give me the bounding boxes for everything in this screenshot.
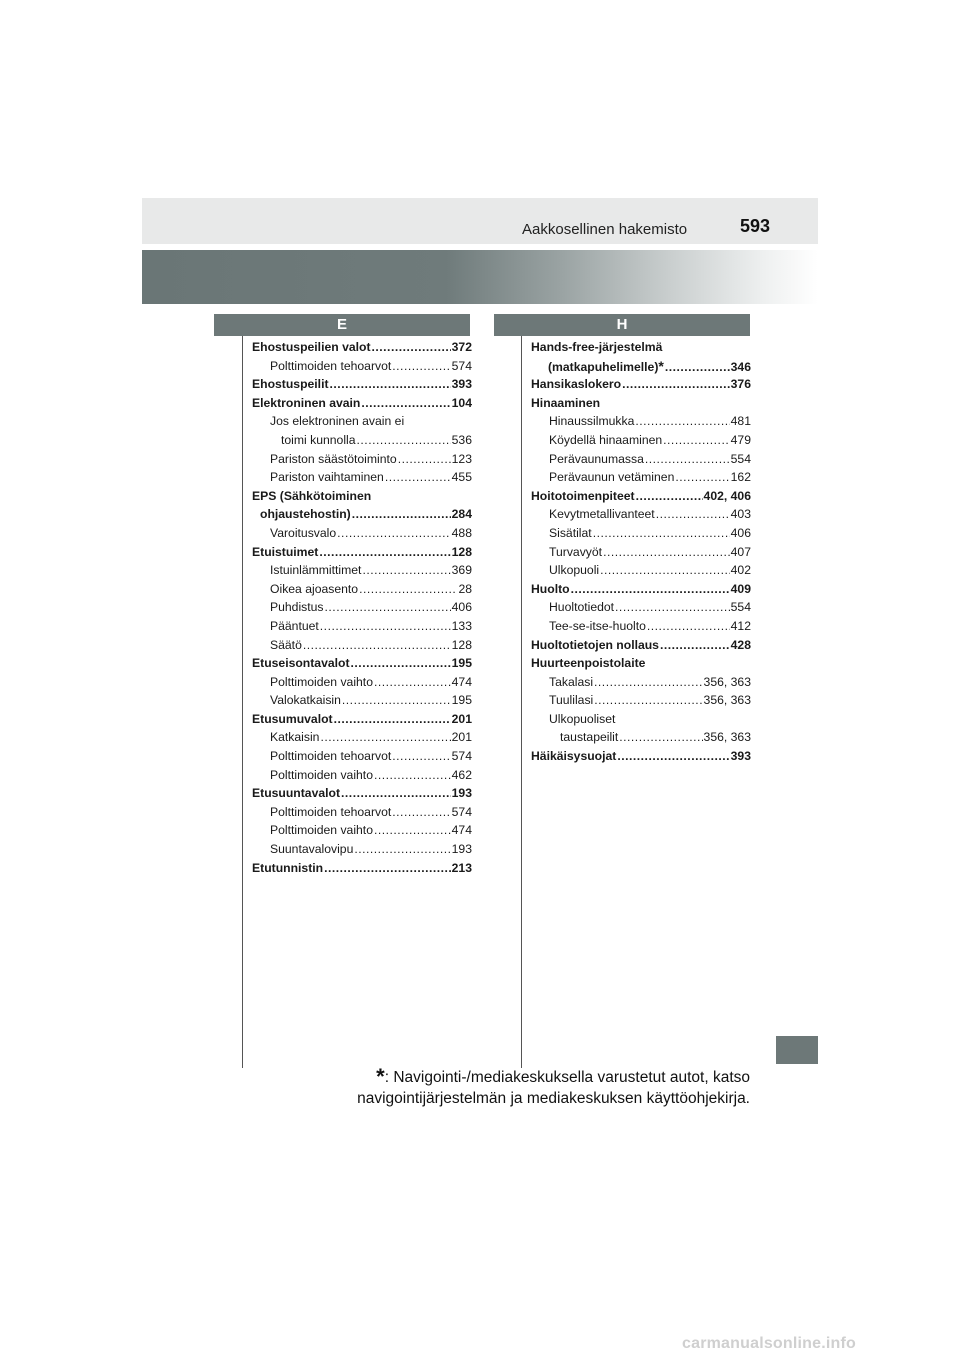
entry-page[interactable]: 481 [730, 414, 751, 429]
index-column-e [252, 338, 472, 877]
entry-text: Perävaunumassa [549, 451, 644, 466]
entry-page[interactable]: 402 [730, 563, 751, 578]
index-entry [252, 617, 472, 636]
entry-page[interactable]: 488 [451, 525, 472, 540]
entry-page[interactable]: 574 [451, 749, 472, 764]
entry-text: Ehostuspeilien valot [252, 340, 371, 354]
leader-dots [615, 598, 730, 617]
entry-text: Varoitusvalo [270, 525, 337, 540]
index-entry [252, 710, 472, 729]
index-entry [252, 338, 472, 357]
entry-text: Pääntuet [270, 618, 319, 633]
index-entry [252, 580, 472, 599]
entry-page[interactable]: 162 [730, 470, 751, 485]
leader-dots [594, 691, 702, 710]
leader-dots [600, 561, 730, 580]
leader-dots [337, 524, 450, 543]
leader-dots [372, 338, 451, 357]
index-entry [531, 617, 751, 636]
index-entry [252, 431, 472, 450]
index-entry [252, 524, 472, 543]
entry-page[interactable]: 346 [730, 359, 751, 374]
index-entry [531, 747, 751, 766]
leader-dots [334, 710, 451, 729]
leader-dots [619, 728, 702, 747]
leader-dots [398, 450, 451, 469]
index-entry [531, 710, 751, 729]
entry-text: EPS (Sähkötoiminen [252, 488, 372, 503]
index-entry [531, 412, 751, 431]
entry-text: (matkapuhelimelle) [548, 359, 659, 374]
footnote-line-1: : Navigointi-/mediakeskuksella varustetut autot, katso [384, 1069, 750, 1086]
entry-page[interactable]: 406 [451, 600, 472, 615]
index-entry [252, 840, 472, 859]
index-entry [252, 636, 472, 655]
index-entry [252, 766, 472, 785]
leader-dots [359, 580, 457, 599]
index-entry [531, 673, 751, 692]
column-divider-h [521, 336, 522, 1068]
index-entry [252, 673, 472, 692]
index-entry [252, 357, 472, 376]
entry-text: Ulkopuoli [549, 563, 600, 578]
entry-page[interactable]: 554 [730, 451, 751, 466]
entry-page[interactable]: 455 [451, 470, 472, 485]
entry-page[interactable]: 474 [451, 823, 472, 838]
entry-page[interactable]: 536 [451, 432, 472, 447]
index-entry [531, 636, 751, 655]
entry-text: Oikea ajoasento [270, 581, 359, 596]
index-entry [252, 394, 472, 413]
entry-text: Hands-free-järjestelmä [531, 340, 663, 354]
entry-page[interactable]: 479 [730, 432, 751, 447]
index-entry [252, 468, 472, 487]
entry-text: Takalasi [549, 674, 594, 689]
entry-text: Ulkopuoliset [549, 711, 616, 726]
entry-text: Polttimoiden tehoarvot [270, 358, 392, 373]
entry-page[interactable]: 201 [451, 711, 472, 726]
entry-text: Häikäisysuojat [531, 749, 617, 764]
entry-text: Polttimoiden tehoarvot [270, 804, 392, 819]
leader-dots [392, 803, 450, 822]
index-entry [252, 598, 472, 617]
entry-text: Suuntavalovipu [270, 842, 354, 857]
entry-page[interactable]: 574 [451, 804, 472, 819]
leader-dots [357, 431, 451, 450]
leader-dots [303, 636, 451, 655]
entry-text: Säätö [270, 637, 302, 652]
index-entry [531, 375, 751, 394]
index-entry [531, 487, 751, 506]
leader-dots [656, 505, 730, 524]
entry-page[interactable]: 28 [458, 581, 472, 596]
entry-text: Huoltotiedot [549, 600, 615, 615]
entry-page[interactable]: 356, 363 [703, 730, 751, 745]
leader-dots [636, 487, 703, 506]
entry-text: Ehostuspeilit [252, 377, 329, 392]
index-entry [531, 524, 751, 543]
leader-dots [320, 617, 451, 636]
leader-dots [392, 357, 450, 376]
index-entry [531, 357, 751, 376]
index-entry [252, 543, 472, 562]
entry-text: Etuseisontavalot [252, 656, 350, 671]
entry-page[interactable]: 474 [451, 674, 472, 689]
entry-page[interactable]: 372 [451, 340, 472, 354]
entry-text: Hinaussilmukka [549, 414, 635, 429]
entry-text: Sisätilat [549, 525, 592, 540]
header-bar [142, 198, 818, 244]
decorative-banner [142, 250, 818, 304]
entry-page[interactable]: 574 [451, 358, 472, 373]
entry-page[interactable]: 403 [730, 507, 751, 522]
index-column-h [531, 338, 751, 766]
leader-dots [594, 673, 703, 692]
leader-dots [341, 784, 451, 803]
entry-text: ohjaustehostin) [260, 507, 351, 522]
column-divider-e [242, 336, 243, 1068]
index-entry [531, 561, 751, 580]
footnote-line-2: navigointijärjestelmän ja mediakeskuksen käyttöohjekirja. [357, 1090, 750, 1107]
index-entry [252, 654, 472, 673]
leader-dots [647, 617, 730, 636]
index-entry [252, 859, 472, 878]
index-entry [252, 375, 472, 394]
entry-text: Katkaisin [270, 730, 320, 745]
entry-text: Huurteenpoistolaite [531, 656, 646, 671]
index-entry [252, 784, 472, 803]
entry-text: Elektroninen avain [252, 395, 361, 410]
leader-dots [351, 654, 451, 673]
entry-page[interactable]: 462 [451, 767, 472, 782]
index-entry [252, 747, 472, 766]
entry-text: taustapeilit [560, 730, 619, 745]
leader-dots [603, 543, 730, 562]
index-entry [252, 691, 472, 710]
entry-page[interactable]: 133 [451, 618, 472, 633]
index-entry [531, 450, 751, 469]
index-entry [252, 505, 472, 524]
entry-page[interactable]: 195 [451, 693, 472, 708]
entry-page[interactable]: 393 [451, 377, 472, 392]
index-entry [252, 821, 472, 840]
index-entry [531, 580, 751, 599]
leader-dots [622, 375, 730, 394]
footnote-marker: * [658, 357, 664, 374]
entry-text: Hinaaminen [531, 395, 601, 410]
watermark: carmanualsonline.info [682, 1335, 857, 1352]
entry-text: Etusumuvalot [252, 711, 333, 726]
entry-text: Köydellä hinaaminen [549, 432, 663, 447]
entry-text: toimi kunnolla [281, 432, 356, 447]
leader-dots [675, 468, 729, 487]
entry-text: Istuinlämmittimet [270, 563, 362, 578]
leader-dots [362, 561, 450, 580]
index-entry [252, 450, 472, 469]
entry-text: Perävaunun vetäminen [549, 470, 675, 485]
index-entry [252, 412, 472, 431]
entry-text: Etuistuimet [252, 544, 319, 559]
entry-text: Etusuuntavalot [252, 786, 341, 801]
index-entry [252, 728, 472, 747]
index-entry [531, 505, 751, 524]
footnote [300, 1066, 750, 1109]
index-entry [252, 487, 472, 506]
leader-dots [354, 840, 450, 859]
entry-text: Polttimoiden vaihto [270, 823, 373, 838]
index-entry [531, 543, 751, 562]
entry-text: Jos elektroninen avain ei [270, 414, 405, 429]
entry-page[interactable]: 428 [730, 637, 751, 652]
footnote-star: * [376, 1064, 385, 1089]
leader-dots [324, 859, 451, 878]
leader-dots [392, 747, 450, 766]
entry-text: Kevytmetallivanteet [549, 507, 655, 522]
entry-text: Puhdistus [270, 600, 324, 615]
entry-page[interactable]: 407 [730, 544, 751, 559]
index-entry [252, 803, 472, 822]
entry-text: Huoltotietojen nollaus [531, 637, 659, 652]
index-entry [252, 561, 472, 580]
entry-text: Pariston vaihtaminen [270, 470, 384, 485]
entry-page[interactable]: 409 [730, 581, 751, 596]
entry-page[interactable]: 412 [730, 618, 751, 633]
leader-dots [660, 636, 730, 655]
leader-dots [663, 431, 730, 450]
entry-text: Hansikaslokero [531, 377, 622, 392]
entry-page[interactable]: 128 [451, 544, 472, 559]
page-number: 593 [740, 216, 771, 236]
index-entry [531, 394, 751, 413]
entry-text: Polttimoiden vaihto [270, 674, 373, 689]
entry-page[interactable]: 356, 363 [703, 674, 751, 689]
entry-page[interactable]: 104 [451, 395, 472, 410]
entry-page[interactable]: 123 [451, 451, 472, 466]
entry-page[interactable]: 554 [730, 600, 751, 615]
index-entry [531, 654, 751, 673]
leader-dots [571, 580, 730, 599]
entry-text: Polttimoiden tehoarvot [270, 749, 392, 764]
entry-text: Tee-se-itse-huolto [549, 618, 646, 633]
entry-page[interactable]: 128 [451, 637, 472, 652]
entry-page[interactable]: 402, 406 [703, 488, 751, 503]
index-entry [531, 431, 751, 450]
entry-page[interactable]: 195 [451, 656, 472, 671]
entry-page[interactable]: 369 [451, 563, 472, 578]
entry-text: Pariston säästötoiminto [270, 451, 397, 466]
entry-page[interactable]: 193 [451, 786, 472, 801]
leader-dots [342, 691, 451, 710]
leader-dots [325, 598, 451, 617]
index-entry [531, 468, 751, 487]
entry-text: Valokatkaisin [270, 693, 341, 708]
page-title: Aakkosellinen hakemisto [522, 221, 688, 238]
leader-dots [320, 728, 450, 747]
entry-text: Etutunnistin [252, 860, 324, 875]
leader-dots [645, 450, 730, 469]
entry-page[interactable]: 201 [451, 730, 472, 745]
index-entry [531, 598, 751, 617]
leader-dots [352, 505, 451, 524]
entry-text: Turvavyöt [549, 544, 603, 559]
section-heading-e: E [214, 314, 470, 336]
entry-page[interactable]: 193 [451, 842, 472, 857]
entry-text: Tuulilasi [549, 693, 594, 708]
leader-dots [593, 524, 730, 543]
entry-text: Hoitotoimenpiteet [531, 488, 635, 503]
entry-text: Polttimoiden vaihto [270, 767, 373, 782]
leader-dots [374, 766, 451, 785]
leader-dots [665, 358, 730, 377]
leader-dots [617, 747, 729, 766]
leader-dots [330, 375, 451, 394]
index-entry [531, 338, 751, 357]
index-entry [531, 691, 751, 710]
entry-page[interactable]: 376 [730, 377, 751, 392]
entry-page[interactable]: 393 [730, 749, 751, 764]
entry-page[interactable]: 213 [451, 860, 472, 875]
entry-page[interactable]: 356, 363 [703, 693, 751, 708]
index-entry [531, 728, 751, 747]
section-heading-h: H [494, 314, 750, 336]
chapter-tab [776, 1036, 818, 1064]
entry-text: Huolto [531, 581, 570, 596]
leader-dots [385, 468, 451, 487]
entry-page[interactable]: 406 [730, 525, 751, 540]
leader-dots [374, 673, 451, 692]
leader-dots [635, 412, 729, 431]
entry-page[interactable]: 284 [451, 507, 472, 522]
leader-dots [361, 394, 450, 413]
leader-dots [319, 543, 450, 562]
leader-dots [374, 821, 451, 840]
